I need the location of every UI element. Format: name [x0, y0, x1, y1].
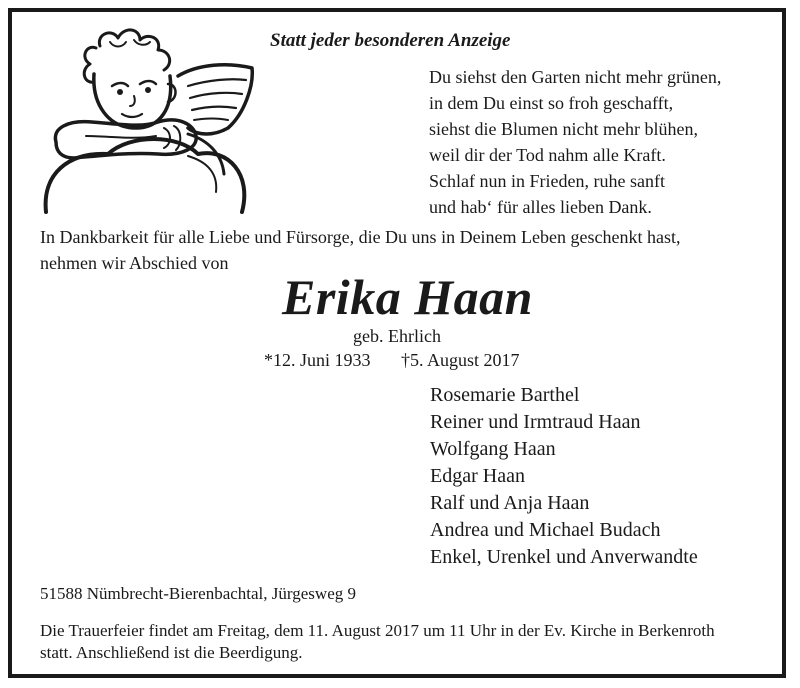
family-member: Edgar Haan	[430, 465, 525, 487]
angel-illustration-icon	[38, 24, 260, 216]
poem-line: in dem Du einst so froh geschafft,	[429, 93, 674, 113]
funeral-line: Die Trauerfeier findet am Freitag, dem 11. August 2017 um 11 Uhr in der Ev. Kirche in Berkenroth	[40, 621, 715, 640]
family-member: Reiner und Irmtraud Haan	[430, 411, 641, 433]
family-member: Rosemarie Barthel	[430, 384, 580, 406]
address: 51588 Nümbrecht-Bierenbachtal, Jürgesweg 9	[40, 584, 356, 603]
maiden-name: geb. Ehrlich	[353, 326, 441, 346]
poem-line: Schlaf nun in Frieden, ruhe sanft	[429, 171, 665, 191]
family-list	[430, 382, 698, 571]
funeral-line: statt. Anschließend ist die Beerdigung.	[40, 643, 303, 662]
poem-line: Du siehst den Garten nicht mehr grünen,	[429, 67, 722, 87]
poem	[429, 64, 721, 220]
funeral-info	[40, 620, 715, 664]
family-member: Wolfgang Haan	[430, 438, 556, 460]
poem-line: weil dir der Tod nahm alle Kraft.	[429, 145, 666, 165]
poem-line: siehst die Blumen nicht mehr blühen,	[429, 119, 698, 139]
gratitude-line: nehmen wir Abschied von	[40, 253, 229, 273]
death-date: †5. August 2017	[401, 350, 520, 370]
deceased-name: Erika Haan	[282, 269, 533, 325]
birth-date: *12. Juni 1933	[264, 350, 371, 370]
family-member: Enkel, Urenkel und Anverwandte	[430, 546, 698, 568]
notice-header: Statt jeder besonderen Anzeige	[270, 30, 511, 51]
gratitude-line: In Dankbarkeit für alle Liebe und Fürsorge, die Du uns in Deinem Leben geschenkt hast,	[40, 227, 681, 247]
family-member: Ralf und Anja Haan	[430, 492, 590, 514]
family-member: Andrea und Michael Budach	[430, 519, 661, 541]
poem-line: und hab‘ für alles lieben Dank.	[429, 197, 652, 217]
